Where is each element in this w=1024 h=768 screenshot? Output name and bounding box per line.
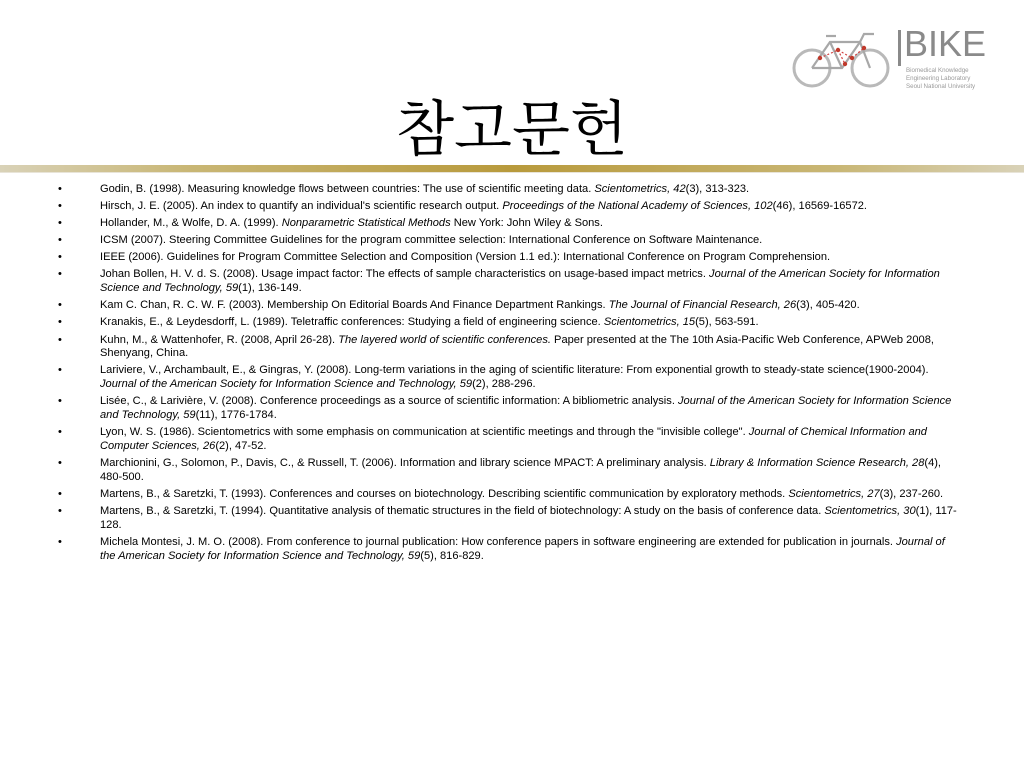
bullet: • [58, 364, 62, 377]
reference-details: (5), 816-829. [420, 549, 484, 562]
reference-text: Hirsch, J. E. (2005). An index to quantify an individual's scientific research output. [100, 200, 503, 213]
reference-item [58, 426, 958, 454]
reference-source: Library & Information Science Research, 28 [709, 457, 925, 470]
reference-item [58, 457, 958, 485]
reference-item [58, 299, 958, 313]
bullet: • [58, 426, 62, 439]
reference-source: The Journal of Financial Research, 26 [608, 299, 797, 312]
bicycle-icon [790, 28, 894, 90]
bullet: • [58, 234, 62, 247]
reference-details: (3), 405-420. [796, 299, 860, 312]
reference-details: (2), 47-52. [215, 440, 267, 453]
page-title: 참고문헌 [396, 95, 628, 166]
reference-details: (1), 136-149. [238, 282, 302, 295]
reference-source: Journal of the American Society for Information Science and Technology, 59 [100, 395, 952, 422]
reference-source: Journal of the American Society for Information Science and Technology, 59 [100, 378, 473, 391]
bike-logo [790, 22, 1005, 102]
bullet: • [58, 488, 62, 500]
bullet: • [58, 316, 62, 329]
reference-item [58, 316, 958, 330]
reference-source: Proceedings of the National Academy of Sciences, 102 [502, 200, 773, 213]
reference-text: Lariviere, V., Archambault, E., & Gingras, Y. (2008). Long-term variations in the aging of scientific literature: From exponential growth to steady-state science(1900-2004). [100, 364, 929, 377]
reference-text: Hollander, M., & Wolfe, D. A. (1999). [100, 217, 282, 230]
reference-source: Nonparametric Statistical Methods [281, 217, 451, 230]
bullet: • [58, 333, 62, 346]
reference-item [58, 200, 958, 214]
logo-line-3: Seoul National University [906, 83, 976, 90]
reference-details: (2), 288-296. [472, 378, 536, 391]
reference-list [58, 183, 958, 567]
logo-line-2: Engineering Laboratory [906, 75, 971, 82]
reference-details: (3), 237-260. [879, 488, 944, 500]
reference-details: (1), 117-128. [100, 505, 957, 531]
reference-source: Scientometrics, 15 [603, 316, 696, 329]
reference-source: Scientometrics, 27 [788, 488, 880, 500]
bullet: • [58, 395, 62, 408]
reference-text: Martens, B., & Saretzki, T. (1994). Quantitative analysis of thematic structures in the field of biotechnology: A study on the basis of conference data. [100, 505, 825, 518]
reference-text: Kam C. Chan, R. C. W. F. (2003). Membership On Editorial Boards And Finance Department Rankings. [100, 299, 609, 312]
reference-source: Scientometrics, 42 [594, 183, 686, 195]
reference-text: Johan Bollen, H. V. d. S. (2008). Usage impact factor: The effects of sample characteristics on usage-based impact metrics. [100, 268, 710, 281]
reference-item [58, 536, 958, 564]
bullet: • [58, 200, 62, 213]
bullet: • [58, 505, 62, 518]
reference-text: Lyon, W. S. (1986). Scientometrics with some emphasis on communication at scientific meetings and through the "invisible college". [100, 426, 749, 439]
reference-source: Journal of the American Society for Information Science and Technology, 59 [100, 535, 945, 562]
reference-details: (11), 1776-1784. [195, 409, 277, 422]
reference-details: (3), 313-323. [685, 183, 750, 195]
reference-item [58, 217, 958, 231]
reference-source: The layered world of scientific conferences. [338, 333, 551, 346]
bullet: • [58, 268, 62, 281]
reference-item [58, 395, 958, 423]
title-divider [0, 165, 1024, 172]
reference-item [58, 183, 958, 197]
reference-source: Journal of Chemical Information and Computer Sciences, 26 [100, 426, 927, 453]
reference-source: Scientometrics, 30 [824, 505, 916, 518]
bullet: • [58, 217, 62, 230]
reference-text: Lisée, C., & Larivière, V. (2008). Conference proceedings as a source of scientific information: A bibliometric analysis. [100, 395, 678, 408]
reference-details: (5), 563-591. [695, 316, 759, 329]
bullet: • [58, 535, 62, 548]
reference-details: (4), 480-500. [100, 457, 942, 483]
bullet: • [58, 457, 62, 470]
reference-item [58, 268, 958, 296]
reference-details: Paper presented at the The 10th Asia-Pacific Web Conference, APWeb 2008, Shenyang, China. [100, 333, 934, 360]
reference-source: Journal of the American Society for Information Science and Technology, 59 [100, 268, 940, 295]
bullet: • [58, 299, 62, 312]
reference-details: (46), 16569-16572. [772, 200, 868, 213]
reference-text: Kranakis, E., & Leydesdorff, L. (1989). Teletraffic conferences: Studying a field of engineering science. [100, 316, 604, 329]
reference-item [58, 234, 958, 248]
reference-item [58, 505, 958, 533]
bullet: • [58, 183, 62, 195]
reference-item [58, 364, 958, 392]
reference-text: Martens, B., & Saretzki, T. (1993). Conferences and courses on biotechnology. Describing scientific communication by exploratory methods. [100, 488, 789, 500]
reference-text: IEEE (2006). Guidelines for Program Committee Selection and Composition (Version 1.1 ed.): International Conference on Program Comprehension. [100, 251, 831, 264]
reference-details: New York: John Wiley & Sons. [450, 217, 603, 230]
logo-divider [898, 30, 901, 66]
logo-line-1: Biomedical Knowledge [906, 67, 969, 74]
title-divider-shadow [0, 172, 1024, 173]
reference-item [58, 251, 958, 265]
reference-item [58, 334, 958, 362]
reference-item [58, 488, 958, 502]
reference-text: ICSM (2007). Steering Committee Guidelines for the program committee selection: International Conference on Software Maintenance. [100, 234, 763, 247]
reference-text: Godin, B. (1998). Measuring knowledge flows between countries: The use of scientific meeting data. [100, 183, 595, 195]
reference-text: Michela Montesi, J. M. O. (2008). From conference to journal publication: How conference papers in software engineering are extended for publication in journals. [100, 535, 897, 548]
logo-brand: BIKE [904, 23, 987, 64]
reference-text: Marchionini, G., Solomon, P., Davis, C., & Russell, T. (2006). Information and library science MPACT: A preliminary analysis. [100, 457, 710, 470]
reference-text: Kuhn, M., & Wattenhofer, R. (2008, April 26-28). [100, 333, 339, 346]
bullet: • [58, 251, 62, 264]
